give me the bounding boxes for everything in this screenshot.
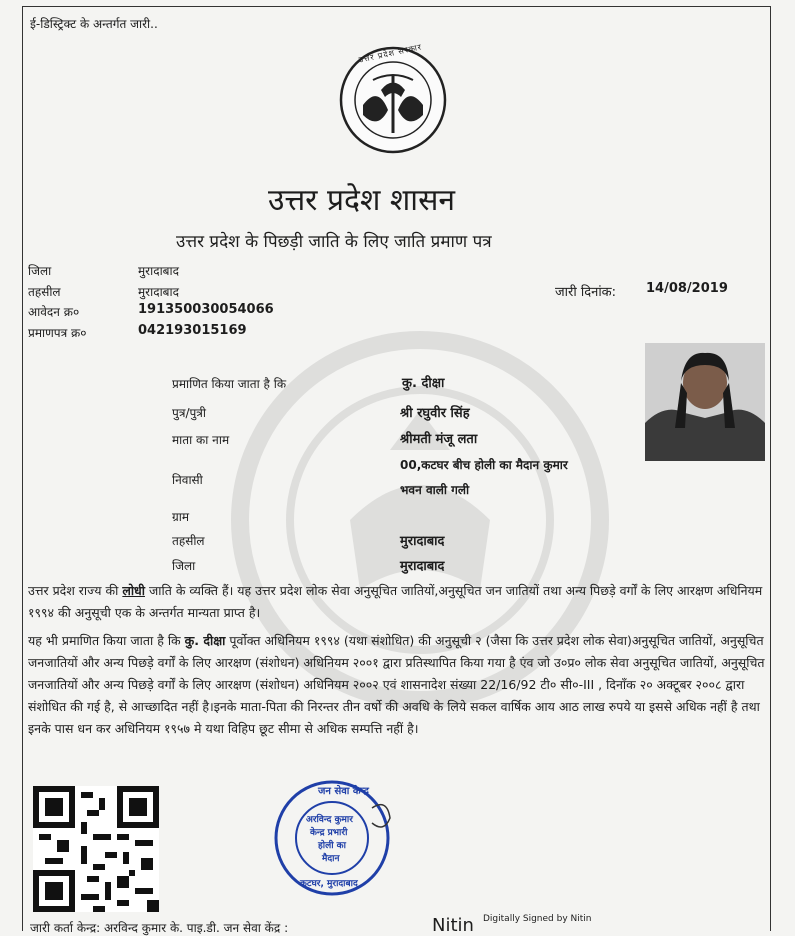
applicant-photo xyxy=(645,343,765,461)
details-tehsil-value: मुरादाबाद xyxy=(400,534,445,549)
child-of-value: श्री रघुवीर सिंह xyxy=(400,406,470,421)
stamp-bottom-text: कटघर, मुरादाबाद xyxy=(300,879,358,889)
para2-start: यह भी प्रमाणित किया जाता है कि xyxy=(28,633,181,648)
page-border-top xyxy=(22,6,770,7)
up-govt-emblem-icon xyxy=(333,45,453,155)
meta-tehsil-value: मुरादाबाद xyxy=(138,285,180,299)
village-label: ग्राम xyxy=(172,510,190,524)
top-note: ई-डिस्ट्रिक्ट के अन्तर्गत जारी.. xyxy=(30,17,158,31)
meta-application-label: आवेदन क्र० xyxy=(28,305,80,319)
para2-name: कु. दीक्षा xyxy=(184,633,226,648)
stamp-line-1: अरविन्द कुमार xyxy=(306,815,353,825)
resident-address-line1: 00,कटघर बीच होली का मैदान कुमार xyxy=(400,458,568,472)
signature-name: Nitin xyxy=(432,915,474,936)
issue-date-label: जारी दिनांक: xyxy=(555,285,617,300)
stamp-line-3: होली का xyxy=(318,841,346,851)
details-district-label: जिला xyxy=(172,559,196,573)
certified-label: प्रमाणित किया जाता है कि xyxy=(172,377,287,391)
meta-certificate-value: 042193015169 xyxy=(138,323,247,338)
stamp-line-2: केन्द्र प्रभारी xyxy=(310,828,348,838)
resident-label: निवासी xyxy=(172,473,203,487)
issue-date-value: 14/08/2019 xyxy=(646,281,728,296)
certification-paragraph-2 xyxy=(28,630,768,740)
meta-district-value: मुरादाबाद xyxy=(138,264,180,278)
qr-code-icon xyxy=(33,786,159,912)
resident-address-line2: भवन वाली गली xyxy=(400,483,470,497)
applicant-photo-icon xyxy=(645,343,765,461)
stamp-top-text: जन सेवा केन्द्र xyxy=(318,786,369,797)
certified-name: कु. दीक्षा xyxy=(402,376,445,391)
meta-application-value: 191350030054066 xyxy=(138,302,274,317)
mother-value: श्रीमती मंजू लता xyxy=(400,432,478,447)
certification-paragraph-1 xyxy=(28,580,768,624)
caste-name: लोधी xyxy=(122,583,145,598)
document-title: उत्तर प्रदेश शासन xyxy=(268,183,456,218)
meta-certificate-label: प्रमाणपत्र क्र० xyxy=(28,326,87,340)
page-border-left xyxy=(22,6,23,931)
details-district-value: मुरादाबाद xyxy=(400,559,445,574)
para2-rest: पूर्वोक्त अधिनियम १९९४ (यथा संशोधित) की अनुसूची २ (जैसा कि उत्तर प्रदेश लोक सेवा)अनुसूचित जातियों, अनुसूचित जनजातियों और अन्य पिछड़े वर्गों के लिए आरक्षण (संशोधन) अधिनियम २००१ द्वारा प्रतिस्थापित किया गया है एंव जो उ०प्र० लोक सेवा अनुसूचित जातियों, अनुसूचित जनजातियों और अन्य पिछड़े वर्गों के लिए आरक्षण (संशोधन) अधिनियम २००२ एवं शासनादेश संख्या 22/16/92 टी० सी०-III , दिनाँक २० अक्टूबर २००८ द्वारा संशोधित की गई है, से आच्छादित नहीं है।इनके माता-पिता की निरन्तर तीन वर्षो की अवधि के लिये सकल वार्षिक आय आठ लाख रुपये या इससे अधिक नहीं है तथा इनके पास धन कर अधिनियम १९५७ मे यथा विहिप छूट सीमा से अधिक सम्पत्ति नहीं है। xyxy=(28,633,765,736)
document-subtitle: उत्तर प्रदेश के पिछड़ी जाति के लिए जाति प्रमाण पत्र xyxy=(176,232,492,252)
para1-rest: जाति के व्यक्ति हैं। यह उत्तर प्रदेश लोक सेवा अनुसूचित जातियों,अनुसूचित जन जातियों तथा अन्य पिछड़े वर्गों के लिए आरक्षण अधिनियम १९९४ की अनुसूची एक के अन्तर्गत मान्यता प्राप्त है। xyxy=(28,583,763,620)
details-tehsil-label: तहसील xyxy=(172,534,205,548)
meta-district-label: जिला xyxy=(28,264,52,278)
page-border-right xyxy=(770,6,771,931)
meta-tehsil-label: तहसील xyxy=(28,285,61,299)
emblem-text: उत्तर प्रदेश सरकार xyxy=(357,42,423,65)
digital-signature-text: Digitally Signed by Nitin xyxy=(483,914,592,924)
issuing-centre: जारी कर्ता केन्द्र: अरविन्द कुमार के. पाइ.डी. जन सेवा केंद्र : xyxy=(30,921,289,935)
mother-label: माता का नाम xyxy=(172,433,230,447)
child-of-label: पुत्र/पुत्री xyxy=(172,406,207,420)
stamp-line-4: मैदान xyxy=(322,854,340,864)
para1-start: उत्तर प्रदेश राज्य की xyxy=(28,583,119,598)
